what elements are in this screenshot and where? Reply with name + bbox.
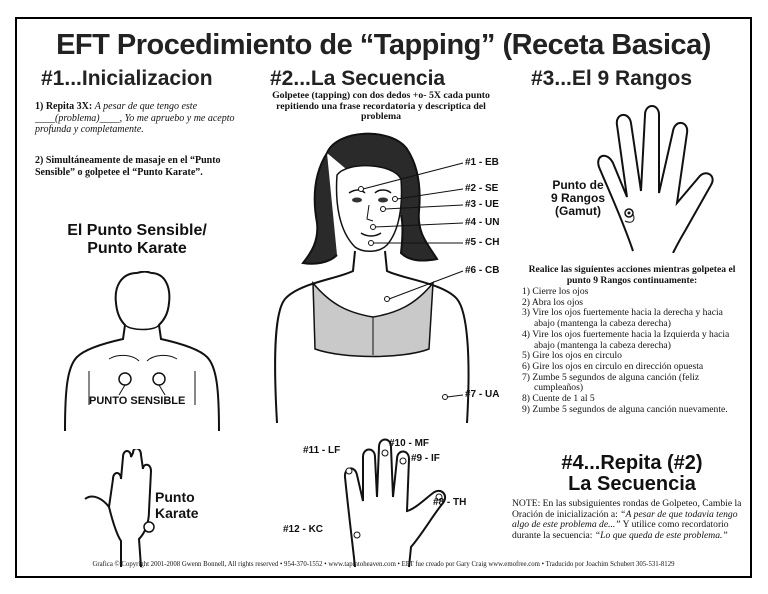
point-se-marker xyxy=(393,197,398,202)
sensible-point-right-marker xyxy=(153,373,165,385)
section-2-heading: #2...La Secuencia xyxy=(270,67,446,90)
point-label-eb: #1 - EB xyxy=(465,157,499,168)
sensible-karate-heading-line-2: Punto Karate xyxy=(87,240,187,257)
point-label-lf: #11 - LF xyxy=(303,445,341,456)
gamut-point-label-line-3: (Gamut) xyxy=(555,204,601,218)
point-label-cb: #6 - CB xyxy=(465,265,500,276)
point-label-un: #4 - UN xyxy=(465,217,500,228)
point-eb-marker xyxy=(359,187,364,192)
sensible-point-label: PUNTO SENSIBLE xyxy=(89,395,186,407)
point-un-marker xyxy=(371,225,376,230)
gamut-step: 9) Zumbe 5 segundos de alguna canción nuevamente. xyxy=(522,403,728,415)
point-label-ue: #3 - UE xyxy=(465,199,499,210)
section-1-heading: #1...Inicializacion xyxy=(41,67,213,90)
section-4-note xyxy=(512,499,750,541)
woman-illustration xyxy=(257,123,500,423)
torso-illustration xyxy=(59,271,229,433)
gamut-point-label-line-1: Punto de xyxy=(552,178,604,192)
gamut-step: 5) Gire los ojos en circulo xyxy=(522,350,622,362)
karate-point-label-line-2: Karate xyxy=(155,505,199,521)
point-ch-marker xyxy=(369,241,374,246)
point-mf-marker xyxy=(382,450,388,456)
point-label-mf: #10 - MF xyxy=(389,438,430,449)
sensible-karate-heading-line-1: El Punto Sensible/ xyxy=(67,222,207,239)
gamut-step: 4) Vire los ojos fuertemente hacia la Izquierda y hacia abajo (mantenga la cabeza derecha) xyxy=(522,328,730,351)
section-4-heading-line-2: La Secuencia xyxy=(568,473,696,495)
note-quote-1: “A pesar de que todavia tengo algo de este problema de...” xyxy=(512,508,738,531)
sensible-point-left-marker xyxy=(119,373,131,385)
copyright-footer: Grafica © Copyright 2001-2008 Gwenn Bonnell, All rights reserved • 954-370-1552 • www.tapintoheaven.com • EFT fue creado por Gary Craig www.emofree.com • Traducido por Joachim Schubert 305-531-8129 xyxy=(92,561,675,568)
point-label-ua: #7 - UA xyxy=(465,389,500,400)
section-1-step-2: 2) Simultáneamente de masaje en el “Punto Sensible” o golpetee el “Punto Karate”. xyxy=(35,155,221,178)
sensible-karate-heading xyxy=(37,222,237,258)
gamut-point-label xyxy=(537,179,619,218)
karate-point-label-line-1: Punto xyxy=(155,489,195,505)
note-plain-1: NOTE: En las subsiguientes rondas de Golpeteo, Cambie la Oración de inicialización a: xyxy=(512,498,742,520)
gamut-hand-illustration xyxy=(587,101,727,253)
point-label-se: #2 - SE xyxy=(465,183,499,194)
section-4-heading xyxy=(522,453,742,495)
page-title: EFT Procedimiento de “Tapping” (Receta Basica) xyxy=(56,29,711,61)
point-label-th: #8 - TH xyxy=(433,497,467,508)
gamut-step: 7) Zumbe 5 segundos de alguna canción (feliz cumpleaños) xyxy=(522,371,700,394)
point-ua-marker xyxy=(443,395,448,400)
gamut-instructions-intro: Realice las siguientes acciones mientras golpetea el punto 9 Rangos continuamente: xyxy=(528,264,736,286)
section-3-heading: #3...El 9 Rangos xyxy=(531,67,693,90)
point-kc-marker xyxy=(354,532,360,538)
point-label-ch: #5 - CH xyxy=(465,237,500,248)
point-label-if: #9 - IF xyxy=(411,453,440,464)
gamut-steps-list xyxy=(522,287,742,415)
gamut-step: 2) Abra los ojos xyxy=(522,296,584,308)
gamut-point-label-line-2: 9 Rangos xyxy=(550,191,605,205)
point-label-kc: #12 - KC xyxy=(283,524,324,535)
section-4-heading-line-1: #4...Repita (#2) xyxy=(561,452,703,474)
karate-point-marker xyxy=(144,522,154,532)
sequence-instruction: Golpetee (tapping) con dos dedos +o- 5X cada punto repitiendo una frase recordatoria y descriptica del problema xyxy=(272,90,490,122)
karate-point-label xyxy=(155,489,199,521)
note-plain-2: Y utilice como recordatorio durante la secuencia: xyxy=(512,519,729,541)
point-ue-marker xyxy=(381,207,386,212)
gamut-step: 3) Vire los ojos fuertemente hacia la derecha y hacia abajo (mantenga la cabeza derecha) xyxy=(522,307,723,330)
point-cb-marker xyxy=(385,297,390,302)
note-quote-2: “Lo que queda de este problema.” xyxy=(594,529,728,541)
step-1-statement: A pesar de que tengo este ____(problema)____, Yo me apruebo y me acepto profunda y completamente. xyxy=(35,101,235,135)
point-lf-marker xyxy=(346,468,352,474)
gamut-step: 1) Cierre los ojos xyxy=(522,286,589,297)
poster-frame xyxy=(15,17,752,578)
point-if-marker xyxy=(400,458,406,464)
gamut-step: 6) Gire los ojos en circulo en dirección opuesta xyxy=(522,360,704,372)
step-1-lead: 1) Repita 3X: xyxy=(35,101,93,112)
gamut-step: 8) Cuente de 1 al 5 xyxy=(522,393,595,405)
section-1-step-1 xyxy=(35,101,257,136)
